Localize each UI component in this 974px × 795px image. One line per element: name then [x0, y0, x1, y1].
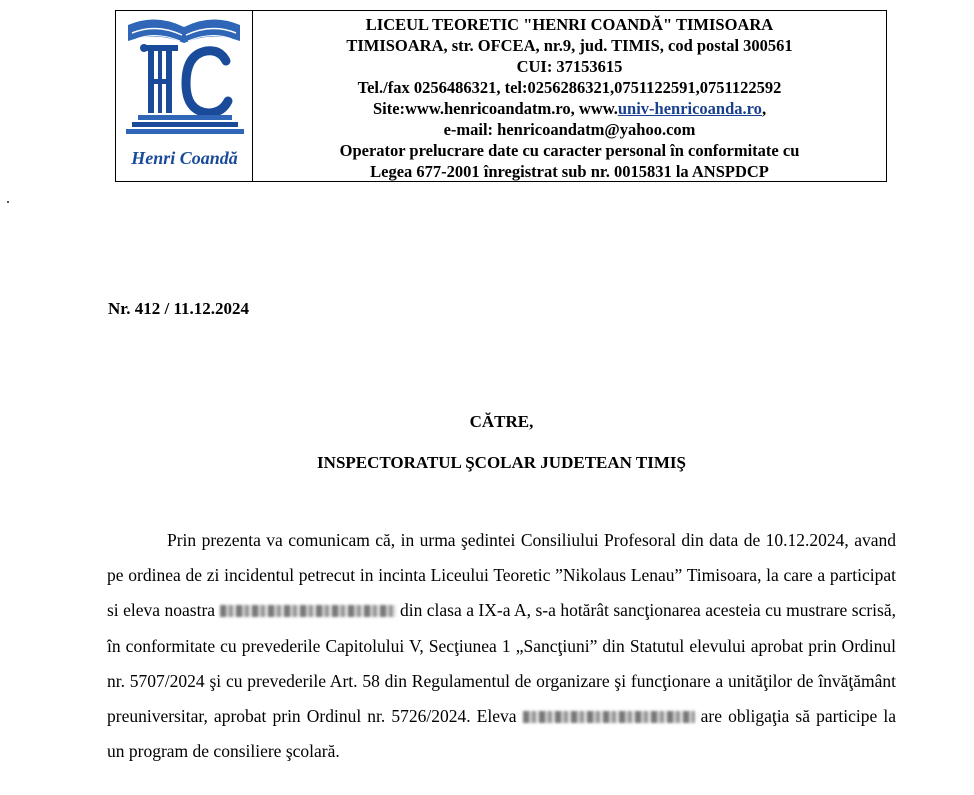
site-suffix: ,	[761, 99, 767, 118]
registration-number: Nr. 412 / 11.12.2024	[108, 299, 250, 318]
school-logo	[116, 11, 253, 181]
school-info	[253, 11, 886, 181]
scan-speck	[7, 201, 9, 203]
letterhead	[115, 10, 887, 182]
body-part-3: are obligaţia să participe la un program de consiliere şcolară.	[107, 706, 896, 762]
redacted-student-name	[220, 605, 396, 617]
school-cui: CUI: 37153615	[516, 57, 623, 76]
redacted-student-name-2	[523, 711, 695, 723]
body-part-1: Prin prezenta va comunicam că, in urma şedintei Consiliului Profesoral din data de 10.12.2024, avand pe ordinea de zi incidentul petrecut in incinta Liceului Teoretic ”Nikolaus Lenau” Timisoara, la care a participat si eleva noastra	[107, 530, 896, 621]
logo-caption: Henri Coandă	[131, 148, 238, 168]
school-address: TIMISOARA, str. OFCEA, nr.9, jud. TIMIS, cod postal 300561	[346, 36, 793, 55]
body-part-2: din clasa a IX-a A, s-a hotărât sancţionarea acesteia cu mustrare scrisă, în conformitate cu prevederile Capitolului V, Secţiunea 1 „Sancţiuni” din Statutul elevului aprobat prin Ordinul nr. 5707/2024 şi cu prevederile Art. 58 din Regulamentul de organizare şi funcţionare a unităţilor de învăţământ preuniversitar, aprobat prin Ordinul nr. 5726/2024. Eleva	[107, 600, 896, 727]
site-prefix: Site:www.henricoandatm.ro, www.	[372, 99, 618, 118]
school-phone: Tel./fax 0256486321, tel:0256286321,0751122591,0751122592	[357, 78, 782, 97]
univ-link[interactable]: univ-henricoanda.ro	[617, 99, 762, 118]
open-book-column-hc-logo-icon	[116, 11, 253, 151]
data-operator-line-2: Legea 677-2001 înregistrat sub nr. 0015831 la ANSPDCP	[370, 162, 769, 181]
addressee-heading: CĂTRE,	[469, 412, 534, 431]
school-website	[253, 98, 886, 119]
letter-body	[107, 523, 896, 769]
addressee-institution: INSPECTORATUL ŞCOLAR JUDETEAN TIMIŞ	[317, 453, 686, 472]
data-operator-line-1: Operator prelucrare date cu caracter personal în conformitate cu	[339, 141, 800, 160]
school-name: LICEUL TEORETIC "HENRI COANDĂ" TIMISOARA	[365, 15, 774, 34]
school-email: e-mail: henricoandatm@yahoo.com	[443, 120, 696, 139]
